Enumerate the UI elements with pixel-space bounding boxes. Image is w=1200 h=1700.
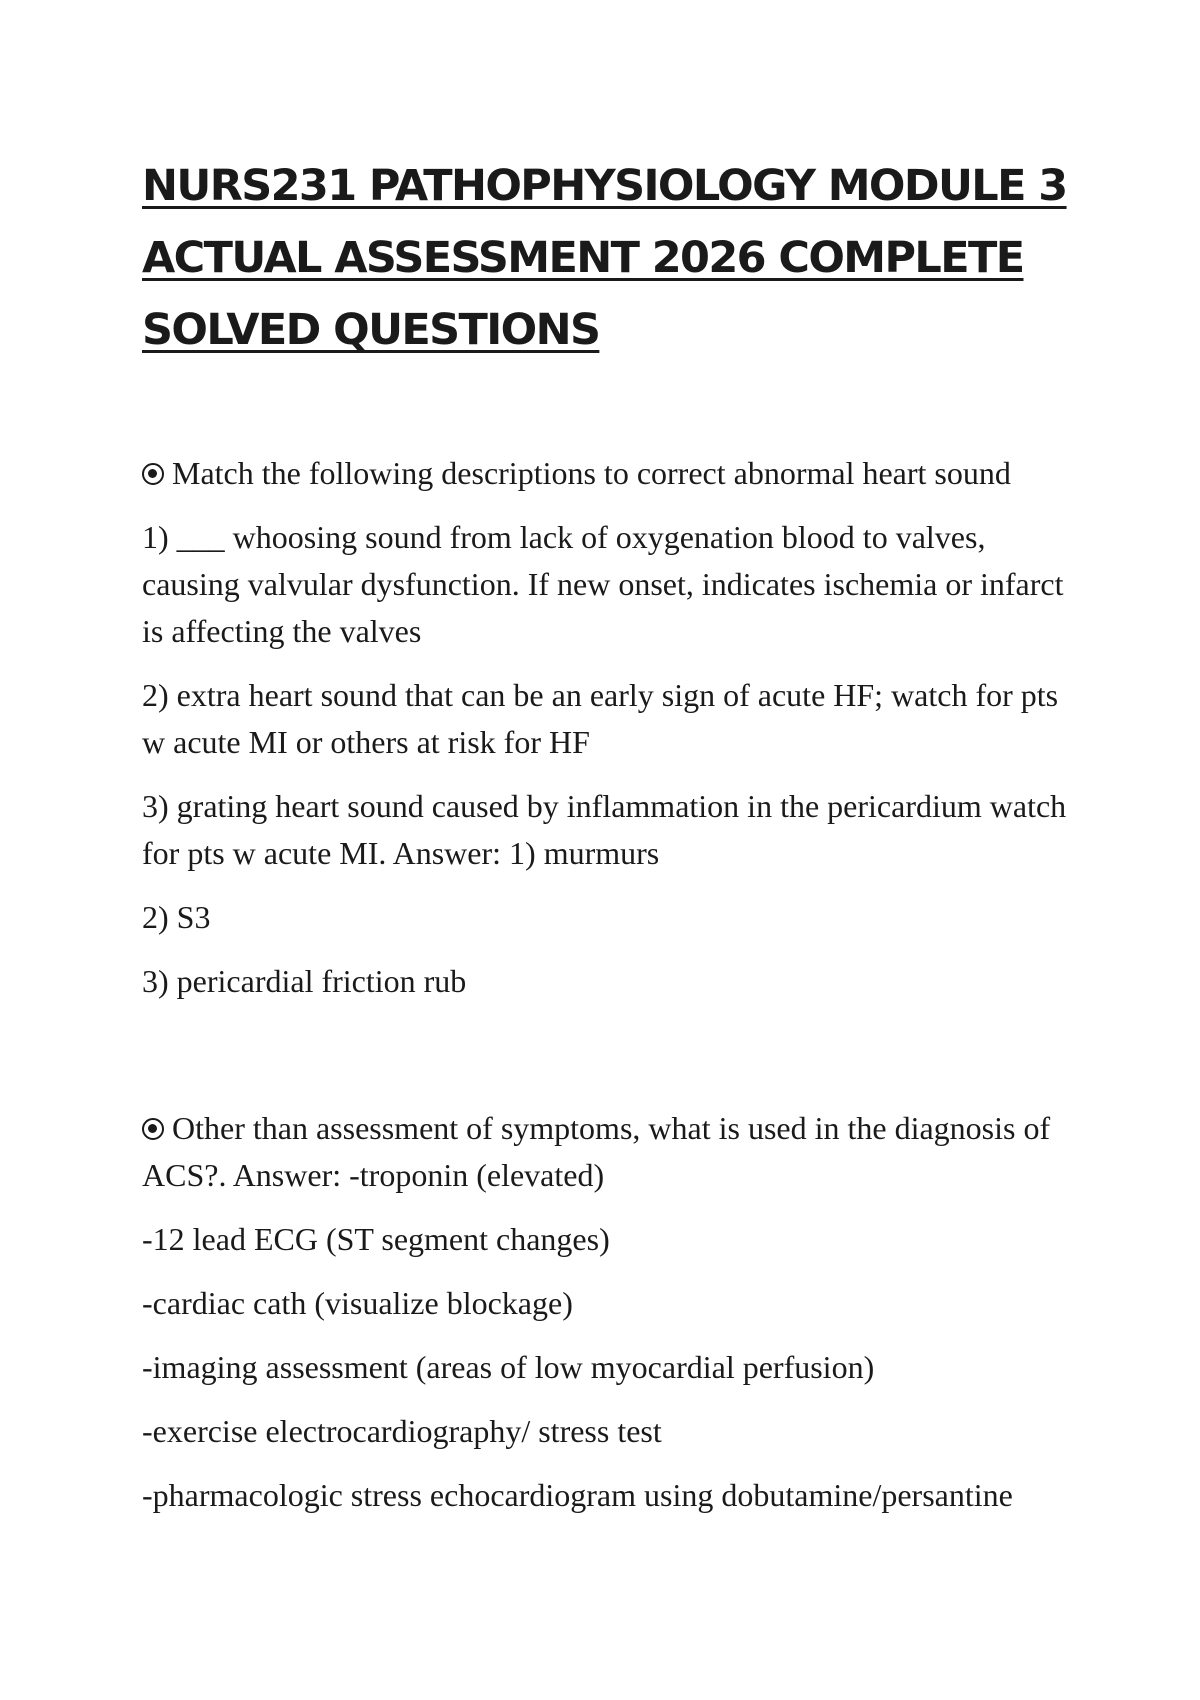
question-1-prompt	[142, 450, 1082, 497]
question-2-answer: -exercise electrocardiography/ stress test	[142, 1413, 662, 1449]
question-1-item: 1) ___ whoosing sound from lack of oxygenation blood to valves, causing valvular dysfunction. If new onset, indicates ischemia or infarct is affecting the valves	[142, 519, 1064, 649]
question-2-prompt	[142, 1105, 1082, 1199]
question-1-answer: 2) S3	[142, 899, 211, 935]
question-2-answer: -12 lead ECG (ST segment changes)	[142, 1221, 610, 1257]
question-1-item: 3) grating heart sound caused by inflammation in the pericardium watch for pts w acute MI. Answer: 1) murmurs	[142, 788, 1067, 871]
radio-bullet-icon	[142, 463, 164, 485]
question-1-item: 2) extra heart sound that can be an early sign of acute HF; watch for pts w acute MI or others at risk for HF	[142, 677, 1059, 760]
title-line-1: NURS231 PATHOPHYSIOLOGY MODULE 3	[142, 161, 1067, 211]
question-1-prompt-text: Match the following descriptions to correct abnormal heart sound	[172, 455, 1011, 491]
question-2-answer: -cardiac cath (visualize blockage)	[142, 1285, 573, 1321]
radio-bullet-icon	[142, 1118, 164, 1140]
title-line-2: ACTUAL ASSESSMENT 2026 COMPLETE	[142, 233, 1024, 283]
question-2-prompt-text: Other than assessment of symptoms, what is used in the diagnosis of ACS?. Answer: -troponin (elevated)	[142, 1110, 1051, 1193]
question-1-answer: 3) pericardial friction rub	[142, 963, 467, 999]
title-line-3: SOLVED QUESTIONS	[142, 305, 600, 355]
document-title	[142, 150, 1102, 366]
question-2-answer: -imaging assessment (areas of low myocardial perfusion)	[142, 1349, 875, 1385]
document-body	[142, 450, 1082, 1536]
question-2-answer: -pharmacologic stress echocardiogram using dobutamine/persantine	[142, 1477, 1013, 1513]
